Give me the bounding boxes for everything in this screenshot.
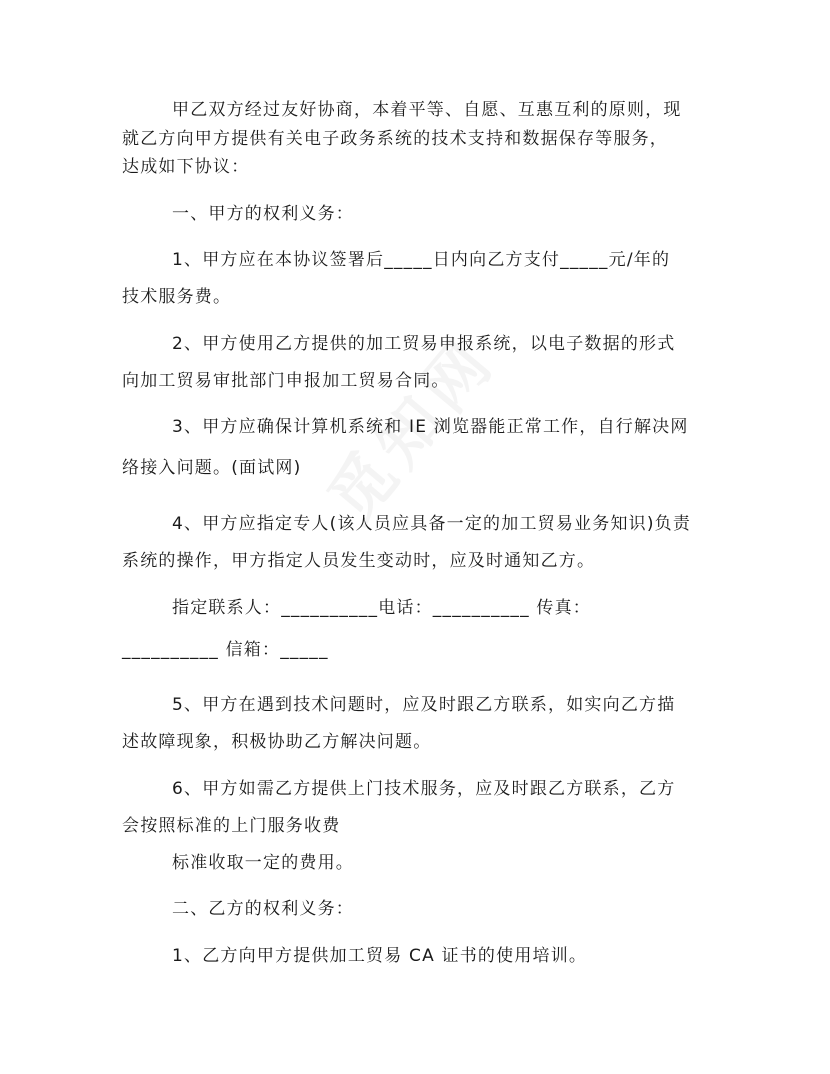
clause-a6-line-3: 标准收取一定的费用。 (172, 853, 354, 873)
clause-a6-line-2: 会按照标准的上门服务收费 (122, 816, 341, 836)
clause-a3-line-2: 络接入问题。(面试网) (122, 458, 302, 478)
clause-b1-line-1: 1、乙方向甲方提供加工贸易 CA 证书的使用培训。 (172, 946, 588, 966)
clause-a1-line-2: 技术服务费。 (122, 287, 232, 307)
clause-a3-line-1: 3、甲方应确保计算机系统和 IE 浏览器能正常工作，自行解决网 (172, 417, 689, 437)
section-heading-party-b: 二、乙方的权利义务： (172, 899, 354, 919)
clause-a5-line-1: 5、甲方在遇到技术问题时，应及时跟乙方联系，如实向乙方描 (172, 695, 676, 715)
section-heading-party-a: 一、甲方的权利义务： (172, 204, 354, 224)
clause-a2-line-1: 2、甲方使用乙方提供的加工贸易申报系统，以电子数据的形式 (172, 334, 676, 354)
contact-fields-line-2: __________ 信箱：_____ (122, 640, 329, 660)
clause-a6-line-1: 6、甲方如需乙方提供上门技术服务，应及时跟乙方联系，乙方 (172, 779, 676, 799)
clause-a4-line-2: 系统的操作，甲方指定人员发生变动时，应及时通知乙方。 (122, 551, 596, 571)
paragraph-intro-line-2: 就乙方向甲方提供有关电子政务系统的技术支持和数据保存等服务， (122, 129, 668, 149)
paragraph-intro-line-1: 甲乙双方经过友好协商，本着平等、自愿、互惠互利的原则，现 (172, 100, 682, 120)
clause-a5-line-2: 述故障现象，积极协助乙方解决问题。 (122, 732, 432, 752)
paragraph-intro-line-3: 达成如下协议： (122, 157, 250, 177)
clause-a2-line-2: 向加工贸易审批部门申报加工贸易合同。 (122, 371, 450, 391)
contact-fields-line-1: 指定联系人：__________电话：__________ 传真： (172, 598, 592, 618)
clause-a1-line-1: 1、甲方应在本协议签署后_____日内向乙方支付_____元/年的 (172, 250, 671, 270)
clause-a4-line-1: 4、甲方应指定专人(该人员应具备一定的加工贸易业务知识)负责 (172, 514, 692, 534)
